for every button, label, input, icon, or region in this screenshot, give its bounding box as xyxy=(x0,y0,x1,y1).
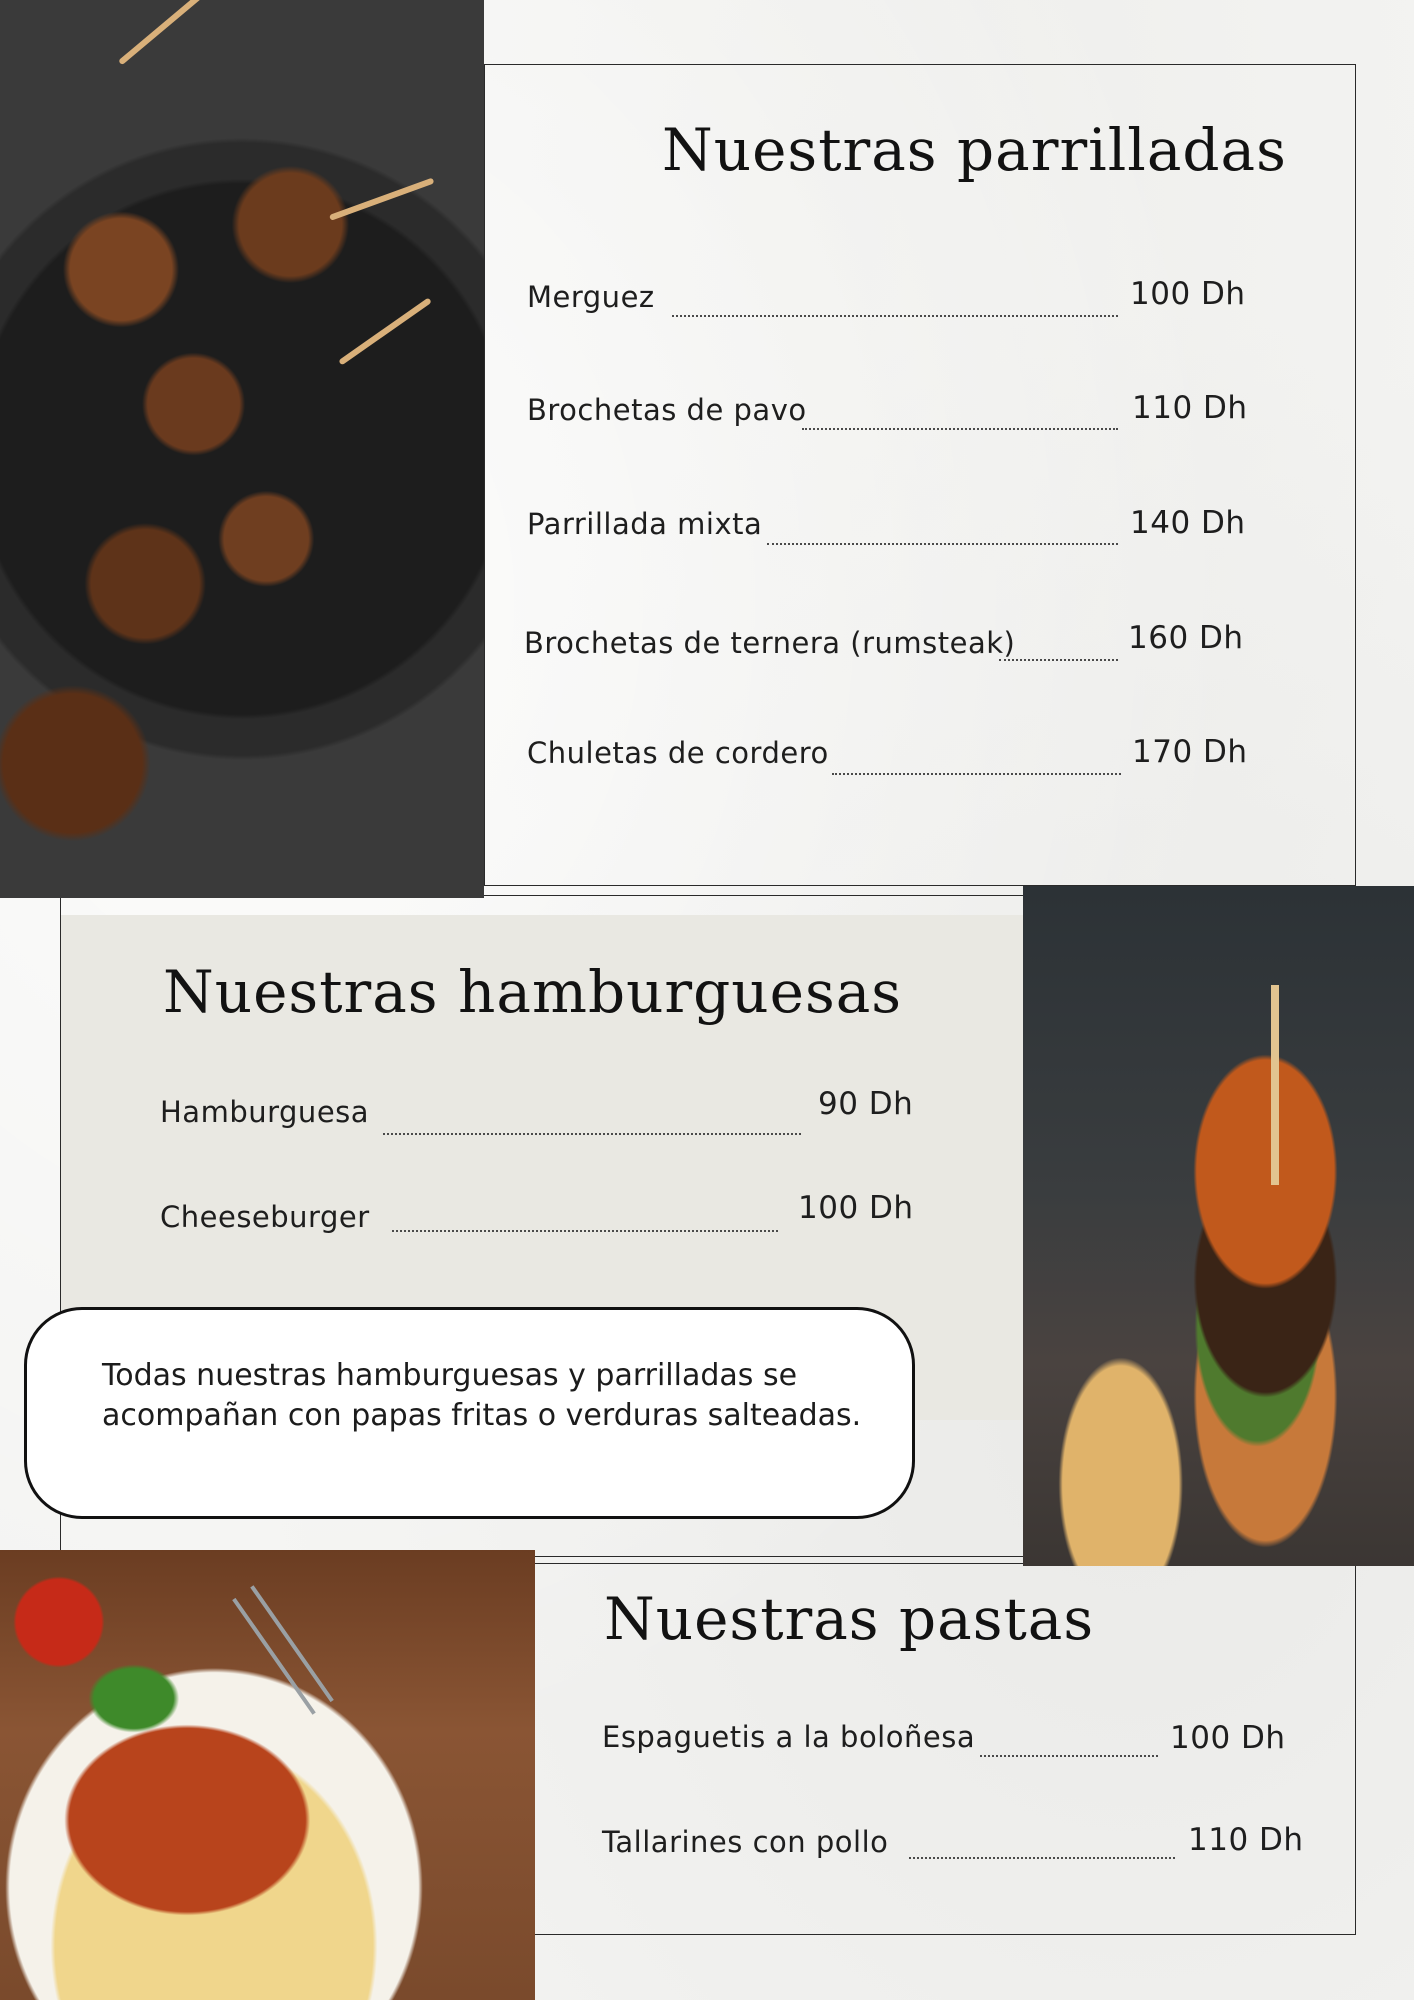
dotted-leader xyxy=(980,1755,1158,1757)
dotted-leader xyxy=(767,543,1118,545)
menu-item-name: Tallarines con pollo xyxy=(602,1825,889,1859)
menu-item-price: 110 Dh xyxy=(1132,390,1248,426)
menu-item-name: Merguez xyxy=(527,280,655,314)
menu-item-name: Brochetas de ternera (rumsteak) xyxy=(524,626,1016,660)
menu-item-name: Hamburguesa xyxy=(160,1095,370,1129)
dotted-leader xyxy=(383,1133,801,1135)
menu-item-name: Cheeseburger xyxy=(160,1200,370,1234)
note-line: acompañan con papas fritas o verduras salteadas. xyxy=(102,1398,862,1433)
pasta-section-title: Nuestras pastas xyxy=(604,1585,1095,1653)
menu-item-price: 110 Dh xyxy=(1188,1822,1304,1858)
dotted-leader xyxy=(802,428,1118,430)
menu-item-name: Parrillada mixta xyxy=(527,507,763,541)
burger-photo xyxy=(1023,886,1414,1566)
menu-item-name: Brochetas de pavo xyxy=(527,393,807,427)
menu-item-name: Espaguetis a la boloñesa xyxy=(602,1720,976,1754)
menu-item-price: 100 Dh xyxy=(798,1190,914,1226)
grill-section-title: Nuestras parrilladas xyxy=(662,116,1287,184)
burger-section-title: Nuestras hamburguesas xyxy=(163,958,903,1026)
dotted-leader xyxy=(999,659,1118,661)
menu-item-price: 90 Dh xyxy=(818,1086,914,1122)
note-line: Todas nuestras hamburguesas y parrilladas se xyxy=(102,1358,798,1393)
dotted-leader xyxy=(672,315,1118,317)
menu-item-name: Chuletas de cordero xyxy=(527,736,829,770)
dotted-leader xyxy=(909,1857,1175,1859)
burger-pick xyxy=(1271,985,1279,1185)
dotted-leader xyxy=(832,773,1121,775)
dotted-leader xyxy=(392,1230,778,1232)
menu-item-price: 100 Dh xyxy=(1170,1720,1286,1756)
menu-item-price: 100 Dh xyxy=(1130,276,1246,312)
side-dish-note xyxy=(102,1356,892,1436)
menu-item-price: 140 Dh xyxy=(1130,505,1246,541)
menu-item-price: 170 Dh xyxy=(1132,734,1248,770)
menu-item-price: 160 Dh xyxy=(1128,620,1244,656)
skewers-photo xyxy=(0,0,484,898)
